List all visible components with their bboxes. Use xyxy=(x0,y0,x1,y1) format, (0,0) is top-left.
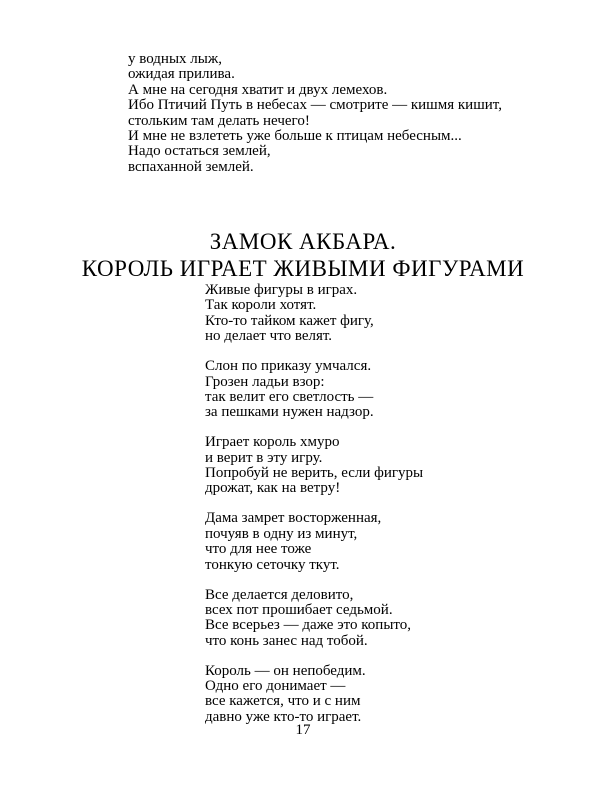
poem-line: Живые фигуры в играх. xyxy=(205,282,358,298)
stanza xyxy=(205,664,423,726)
poem-line: но делает что велят. xyxy=(205,328,333,345)
poem-line: у водных лыж, xyxy=(128,51,222,67)
poem-body xyxy=(205,283,423,725)
stanza xyxy=(205,435,423,497)
poem-line: Все всерьез — даже это копыто, xyxy=(205,617,412,634)
poem-line: что для нее тоже xyxy=(205,541,312,558)
poem-line: Так короли хотят. xyxy=(205,297,317,314)
poem-line: Грозен ладьи взор: xyxy=(205,373,325,390)
poem-line: И мне не взлететь уже больше к птицам небесным... xyxy=(128,128,462,145)
poem-line: Попробуй не верить, если фигуры xyxy=(205,465,424,482)
poem-line: тонкую сеточку ткут. xyxy=(205,556,340,573)
title-line-2: КОРОЛЬ ИГРАЕТ ЖИВЫМИ ФИГУРАМИ xyxy=(81,256,525,281)
poem-line: все кажется, что и с ним xyxy=(205,693,361,710)
poem-line: Ибо Птичий Путь в небесах — смотрите — кишмя кишит, xyxy=(128,97,502,114)
poem-line: стольким там делать нечего! xyxy=(128,112,310,129)
poem-line: Одно его донимает — xyxy=(205,678,346,695)
page-number: 17 xyxy=(295,722,311,738)
stanza xyxy=(205,359,423,421)
poem-line: всех пот прошибает седьмой. xyxy=(205,601,393,618)
poem-line: А мне на сегодня хватит и двух лемехов. xyxy=(128,81,388,98)
poem-line: за пешками нужен надзор. xyxy=(205,404,374,421)
poem-line: Играет король хмуро xyxy=(205,434,340,451)
poem-line: Слон по приказу умчался. xyxy=(205,358,372,375)
poem-title xyxy=(0,228,606,282)
poem-line: и верит в эту игру. xyxy=(205,449,323,466)
poem-line: ожидая прилива. xyxy=(128,66,235,83)
stanza xyxy=(205,283,423,345)
poem-line: Дама замрет восторженная, xyxy=(205,510,382,527)
poem-line: Кто-то тайком кажет фигу, xyxy=(205,312,374,329)
stanza xyxy=(205,588,423,650)
title-line-1: ЗАМОК АКБАРА. xyxy=(209,229,397,254)
poem-line: давно уже кто-то играет. xyxy=(205,708,362,725)
poem-line: Король — он непобедим. xyxy=(205,662,366,679)
poem-line: вспаханной землей. xyxy=(128,158,254,175)
poem-line: Все делается деловито, xyxy=(205,586,354,603)
stanza xyxy=(205,511,423,573)
poem-line: так велит его светлость — xyxy=(205,388,374,405)
poem-line: дрожат, как на ветру! xyxy=(205,480,341,497)
continued-poem xyxy=(128,52,502,175)
poem-line: что конь занес над тобой. xyxy=(205,632,368,649)
poem-line: Надо остаться землей, xyxy=(128,143,271,160)
poem-line: почуяв в одну из минут, xyxy=(205,525,358,542)
